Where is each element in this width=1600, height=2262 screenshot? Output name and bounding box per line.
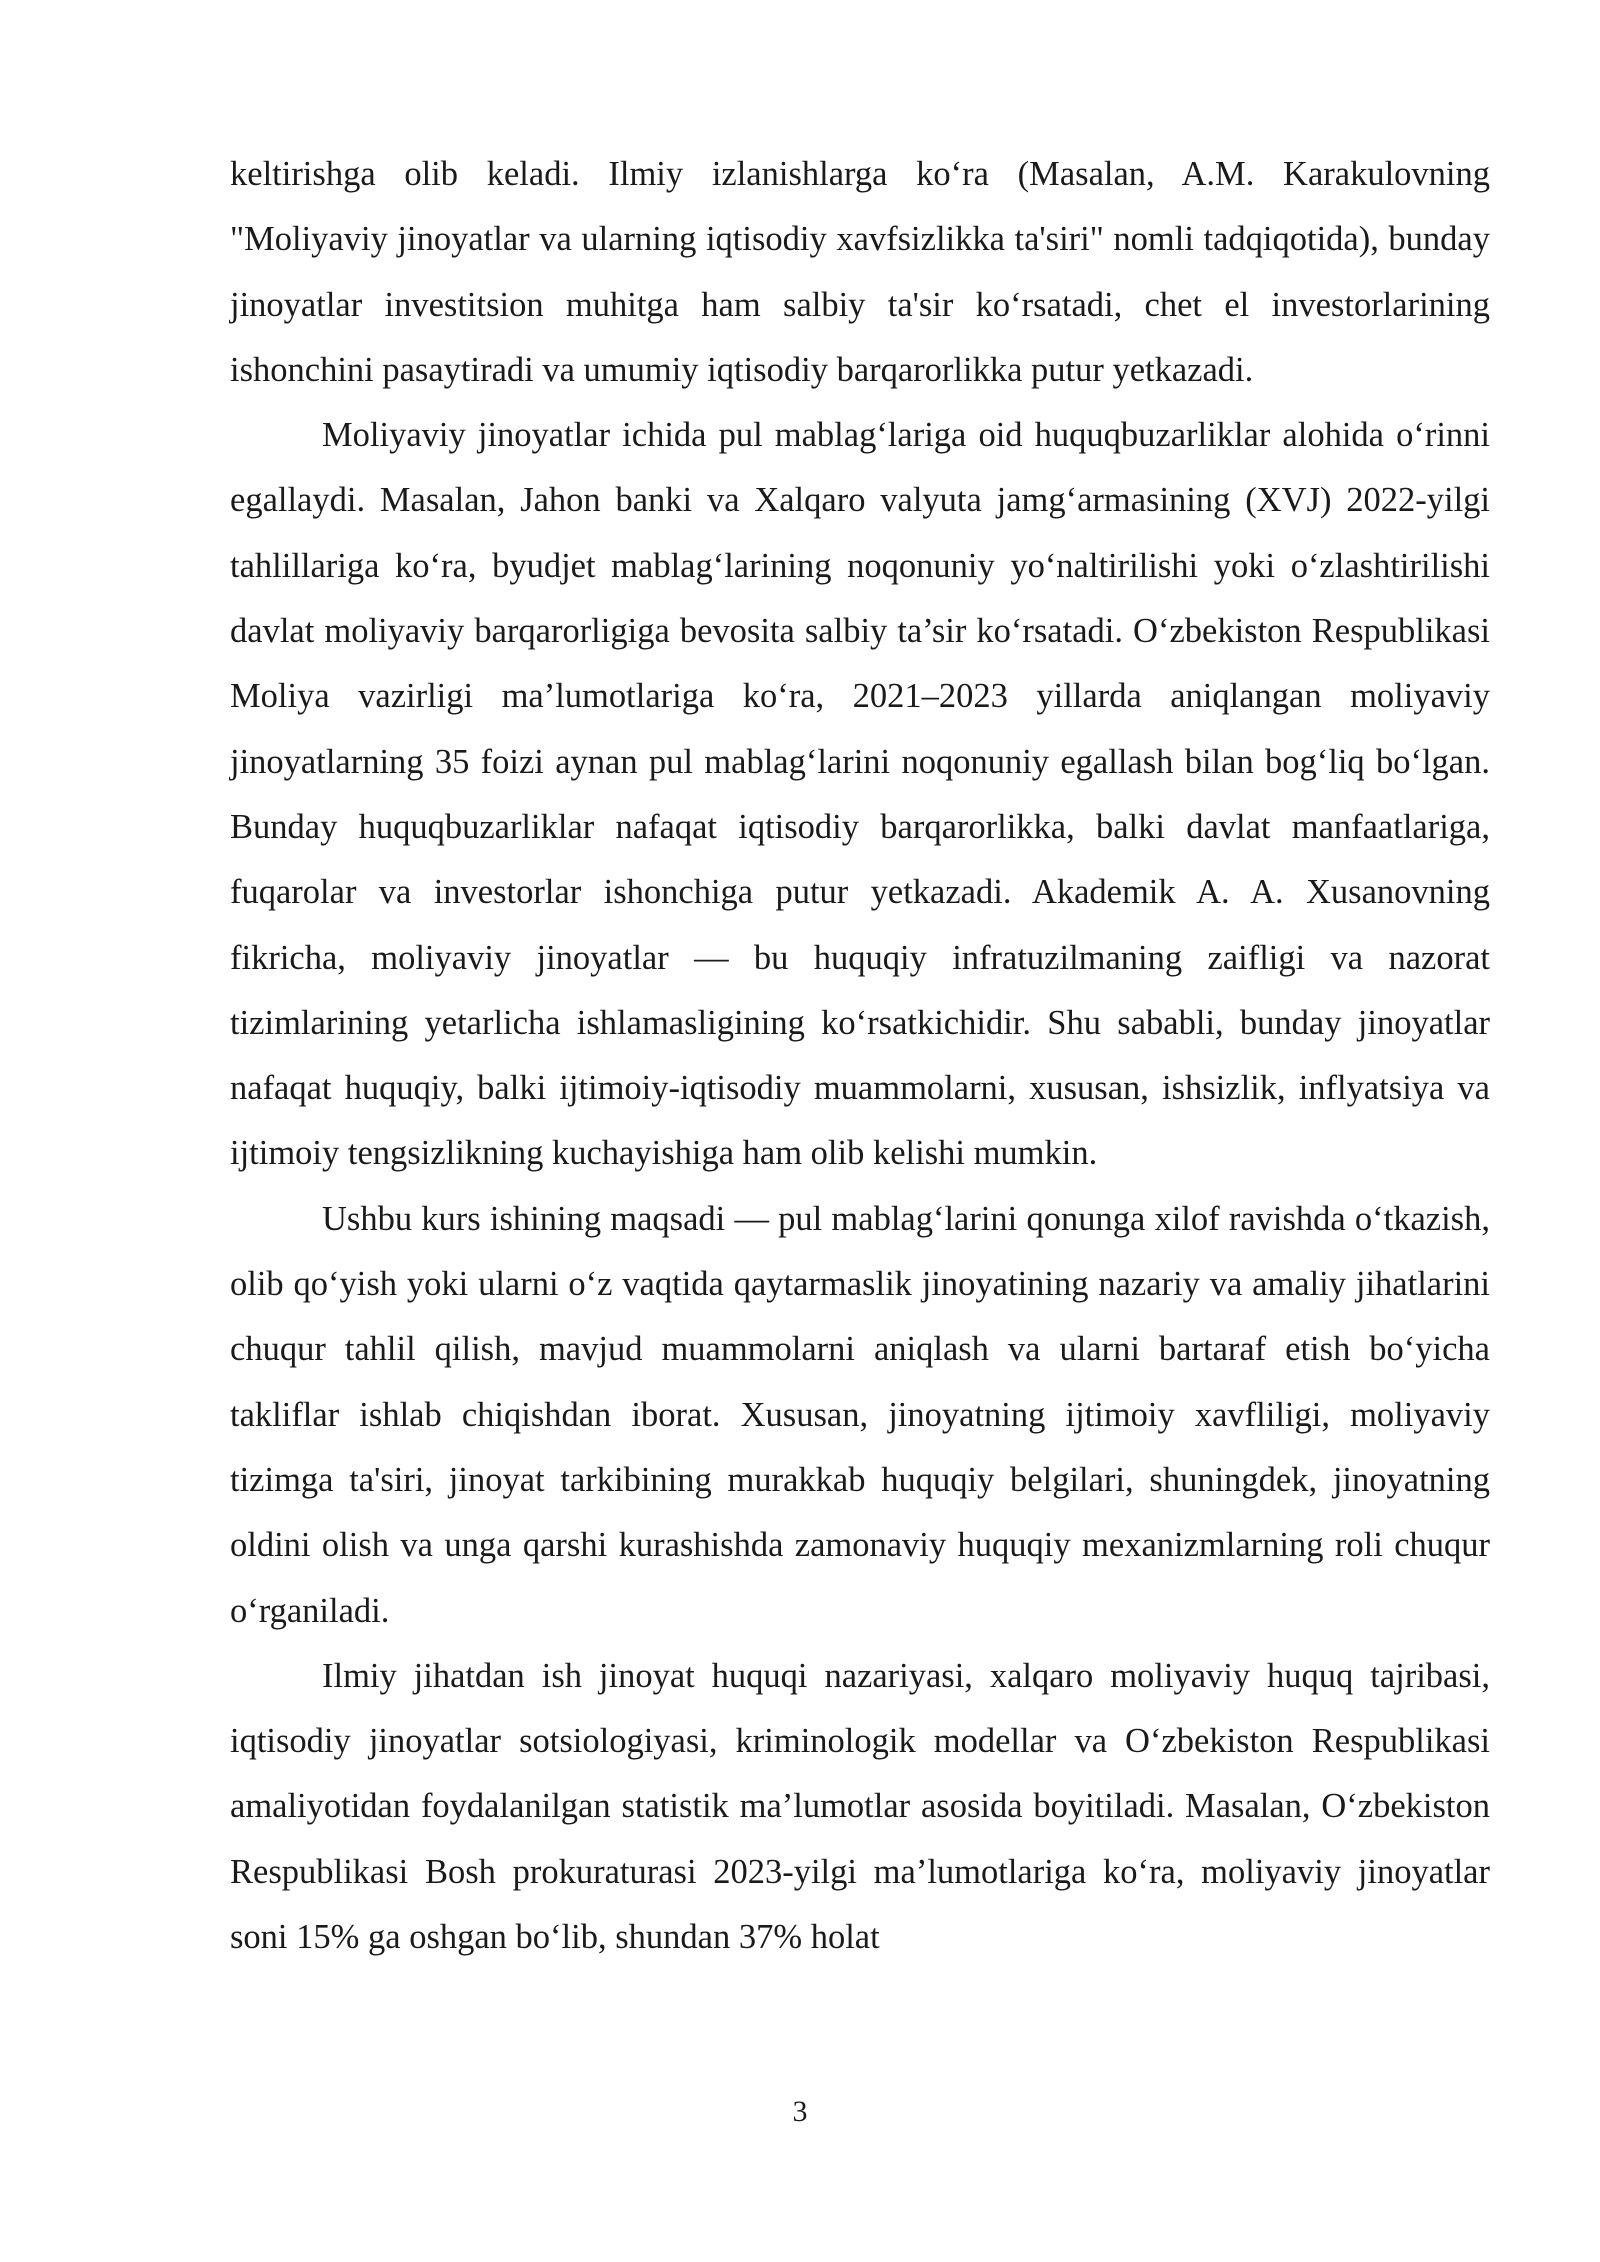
page-number: 3 (792, 2095, 808, 2128)
paragraph-4: Ilmiy jihatdan ish jinoyat huquqi nazariyasi, xalqaro moliyaviy huquq tajribasi, iqtisodiy jinoyatlar sotsiologiyasi, kriminologik modellar va O‘zbekiston Respublikasi amaliyotidan foydalanilgan statistik ma’lumotlar asosida boyitiladi. Masalan, O‘zbekiston Respublikasi Bosh prokuraturasi 2023-yilgi ma’lumotlariga ko‘ra, moliyaviy jinoyatlar soni 15% ga oshgan bo‘lib, shundan 37% holat (230, 1656, 1490, 1957)
document-page (230, 142, 1490, 1970)
paragraph-1: keltirishga olib keladi. Ilmiy izlanishlarga ko‘ra (Masalan, A.M. Karakulovning "Moliyaviy jinoyatlar va ularning iqtisodiy xavfsizlikka ta'siri" nomli tadqiqotida), bunday jinoyatlar investitsion muhitga ham salbiy ta'sir ko‘rsatadi, chet el investorlarining ishonchini pasaytiradi va umumiy iqtisodiy barqarorlikka putur yetkazadi. (230, 155, 1490, 389)
paragraph-2: Moliyaviy jinoyatlar ichida pul mablag‘lariga oid huquqbuzarliklar alohida o‘rinni egallaydi. Masalan, Jahon banki va Xalqaro valyuta jamg‘armasining (XVJ) 2022-yilgi tahlillariga ko‘ra, byudjet mablag‘larining noqonuniy yo‘naltirilishi yoki o‘zlashtirilishi davlat moliyaviy barqarorligiga bevosita salbiy ta’sir ko‘rsatadi. O‘zbekiston Respublikasi Moliya vazirligi ma’lumotlariga ko‘ra, 2021–2023 yillarda aniqlangan moliyaviy jinoyatlarning 35 foizi aynan pul mablag‘larini noqonuniy egallash bilan bog‘liq bo‘lgan. Bunday huquqbuzarliklar nafaqat iqtisodiy barqarorlikka, balki davlat manfaatlariga, fuqarolar va investorlar ishonchiga putur yetkazadi. Akademik A. A. Xusanovning fikricha, moliyaviy jinoyatlar — bu huquqiy infratuzilmaning zaifligi va nazorat tizimlarining yetarlicha ishlamasligining ko‘rsatkichidir. Shu sababli, bunday jinoyatlar nafaqat huquqiy, balki ijtimoiy-iqtisodiy muammolarni, xususan, ishsizlik, inflyatsiya va ijtimoiy tengsizlikning kuchayishiga ham olib kelishi mumkin. (230, 416, 1490, 1173)
paragraph-3: Ushbu kurs ishining maqsadi — pul mablag‘larini qonunga xilof ravishda o‘tkazish, olib qo‘yish yoki ularni o‘z vaqtida qaytarmaslik jinoyatining nazariy va amaliy jihatlarini chuqur tahlil qilish, mavjud muammolarni aniqlash va ularni bartaraf etish bo‘yicha takliflar ishlab chiqishdan iborat. Xususan, jinoyatning ijtimoiy xavfliligi, moliyaviy tizimga ta'siri, jinoyat tarkibining murakkab huquqiy belgilari, shuningdek, jinoyatning oldini olish va unga qarshi kurashishda zamonaviy huquqiy mexanizmlarning roli chuqur o‘rganiladi. (230, 1199, 1490, 1630)
